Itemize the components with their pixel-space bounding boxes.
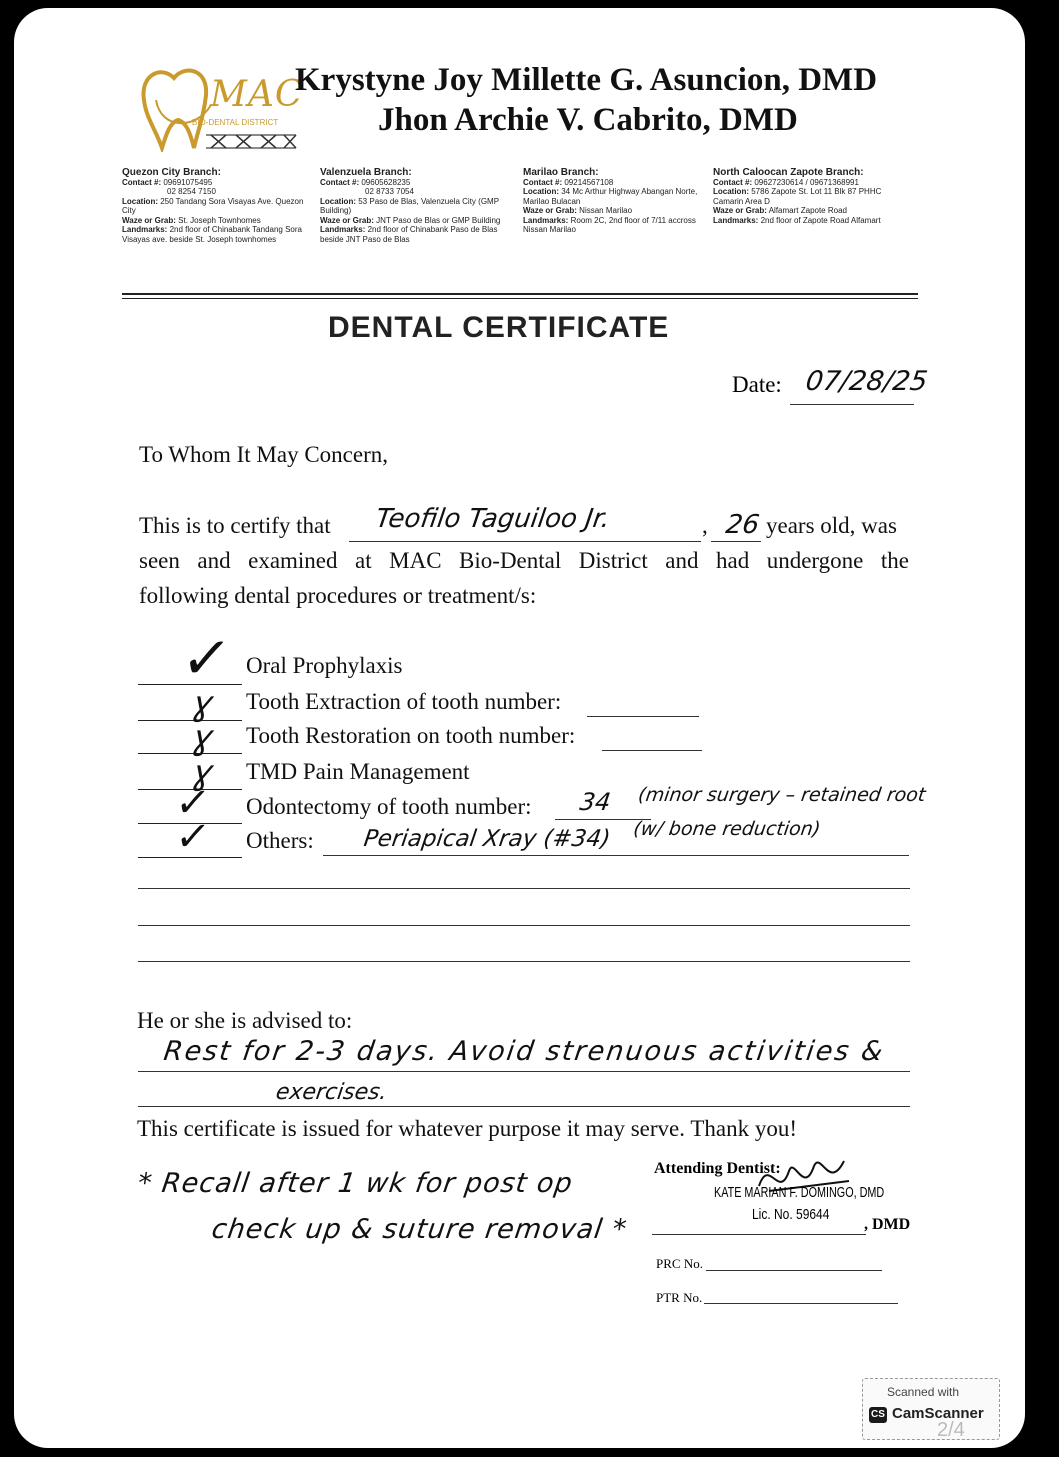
patient-name: Teofilo Taguiloo Jr. — [373, 504, 612, 534]
branch-title: Valenzuela Branch: — [320, 167, 412, 178]
page-indicator: 2/4 — [937, 1419, 965, 1441]
certify-prefix: This is to certify that — [139, 513, 331, 538]
check-mark-icon: ✓ — [172, 780, 213, 826]
age-line — [711, 541, 761, 542]
camscanner-brand: CamScanner — [892, 1405, 984, 1422]
patient-age: 26 — [723, 510, 762, 540]
date-label: Date: — [732, 372, 782, 397]
certificate-title: DENTAL CERTIFICATE — [328, 311, 670, 344]
date-value: 07/28/25 — [803, 366, 930, 397]
tooth-number-line — [587, 716, 699, 717]
procedure-label: Others: — [246, 828, 314, 853]
branch-marilao: Marilao Branch: Contact #: 09214567108 Location: 34 Mc Arthur Highway Abangan Norte, Marilao Bulacan Waze or Grab: Nissan Marilao Landmarks: Room 2C, 2nd floor of 7/11 accross Nissan Marilao — [523, 168, 703, 235]
signature-line — [652, 1234, 866, 1235]
dentist-name-2: Jhon Archie V. Cabrito, DMD — [378, 102, 798, 138]
branch-contact: 09691075495 — [163, 177, 213, 187]
date-underline — [790, 404, 914, 405]
advice-line — [138, 1071, 910, 1072]
attending-dentist-label: Attending Dentist: — [654, 1160, 781, 1177]
recall-note-2: check up & suture removal * — [209, 1214, 630, 1245]
camscanner-logo-icon: CS — [869, 1407, 887, 1423]
blank-line — [138, 888, 910, 889]
certify-suffix: years old, was — [766, 513, 897, 538]
branch-title: Quezon City Branch: — [122, 167, 221, 178]
header-divider — [122, 293, 918, 295]
stamp-license: Lic. No. 59644 — [752, 1206, 830, 1223]
stamp-name: KATE MARIAN F. DOMINGO, DMD — [714, 1184, 885, 1201]
logo-subtext: BIO-DENTAL DISTRICT — [192, 118, 279, 127]
salutation: To Whom It May Concern, — [139, 442, 389, 467]
dash-mark-icon: ɣ — [189, 753, 216, 793]
header-divider-2 — [122, 298, 918, 299]
others-value: Periapical Xray (#34) — [362, 826, 612, 852]
comma: , — [702, 513, 708, 538]
branch-contact: 09214567108 — [564, 177, 614, 187]
body-line-3: following dental procedures or treatment/s: — [139, 583, 537, 608]
branch-contact: 09605628235 — [361, 177, 411, 187]
branch-valenzuela: Valenzuela Branch: Contact #: 09605628235 02 8733 7054 Location: 53 Paso de Blas, Valenzuela City (GMP Building) Waze or Grab: JNT Paso de Blas or GMP Building Landmarks: 2nd floor of Chinabank Paso de Blas beside JNT Paso de Blas — [320, 168, 510, 244]
procedure-label: TMD Pain Management — [246, 759, 470, 784]
dash-mark-icon: ɣ — [189, 718, 216, 758]
body-line-2: seen and examined at MAC Bio-Dental District and had undergone the — [139, 548, 909, 573]
clinic-logo — [136, 60, 306, 152]
dentist-name-1: Krystyne Joy Millette G. Asuncion, DMD — [295, 62, 878, 98]
recall-note-1: * Recall after 1 wk for post op — [135, 1168, 575, 1199]
procedure-label: Oral Prophylaxis — [246, 653, 403, 678]
procedure-label: Tooth Restoration on tooth number: — [246, 723, 576, 748]
prc-line — [706, 1270, 882, 1271]
check-mark-icon: ✓ — [172, 814, 213, 860]
camscanner-watermark — [862, 1378, 1000, 1440]
certificate-page — [14, 8, 1025, 1448]
procedure-label: Odontectomy of tooth number: — [246, 794, 532, 819]
advice-line — [138, 1106, 910, 1107]
prc-label: PRC No. — [656, 1256, 703, 1271]
ptr-line — [704, 1303, 898, 1304]
patient-name-line — [349, 541, 701, 542]
branch-contact: 09627230614 / 09671368991 — [754, 177, 859, 187]
blank-line — [138, 961, 910, 962]
odontectomy-note: (minor surgery – retained root (w/ bone reduction) — [632, 784, 928, 840]
others-line — [323, 855, 909, 856]
advice-text-1: Rest for 2-3 days. Avoid strenuous activities & — [161, 1036, 887, 1067]
dash-mark-icon: ɣ — [189, 684, 216, 724]
procedure-label: Tooth Extraction of tooth number: — [246, 689, 562, 714]
branch-title: Marilao Branch: — [523, 167, 599, 178]
branch-north-caloocan: North Caloocan Zapote Branch: Contact #: 09627230614 / 09671368991 Location: 5786 Zapote St. Lot 11 Blk 87 PHHC Camarin Area D Waze or Grab: Alfamart Zapote Road Landmarks: 2nd floor of Zapote Road Alfamart — [713, 168, 913, 225]
ptr-label: PTR No. — [656, 1290, 703, 1305]
scanned-with-text: Scanned with — [887, 1385, 960, 1399]
blank-line — [138, 925, 910, 926]
advice-label: He or she is advised to: — [137, 1008, 353, 1033]
check-mark-icon: ✓ — [177, 624, 236, 692]
dmd-suffix: , DMD — [864, 1216, 911, 1233]
odontectomy-tooth-number: 34 — [578, 788, 613, 816]
branch-quezon: Quezon City Branch: Contact #: 09691075495 02 8254 7150 Location: 250 Tandang Sora Visayas Ave. Quezon City Waze or Grab: St. Joseph Townhomes Landmarks: 2nd floor of Chinabank Tandang Sora Visayas ave. beside St. Joseph townhomes — [122, 168, 312, 244]
logo-text: MAC — [210, 74, 304, 115]
advice-text-2: exercises. — [274, 1080, 389, 1105]
branch-title: North Caloocan Zapote Branch: — [713, 167, 864, 178]
tooth-number-line — [602, 750, 702, 751]
closing-statement: This certificate is issued for whatever purpose it may serve. Thank you! — [137, 1116, 797, 1141]
